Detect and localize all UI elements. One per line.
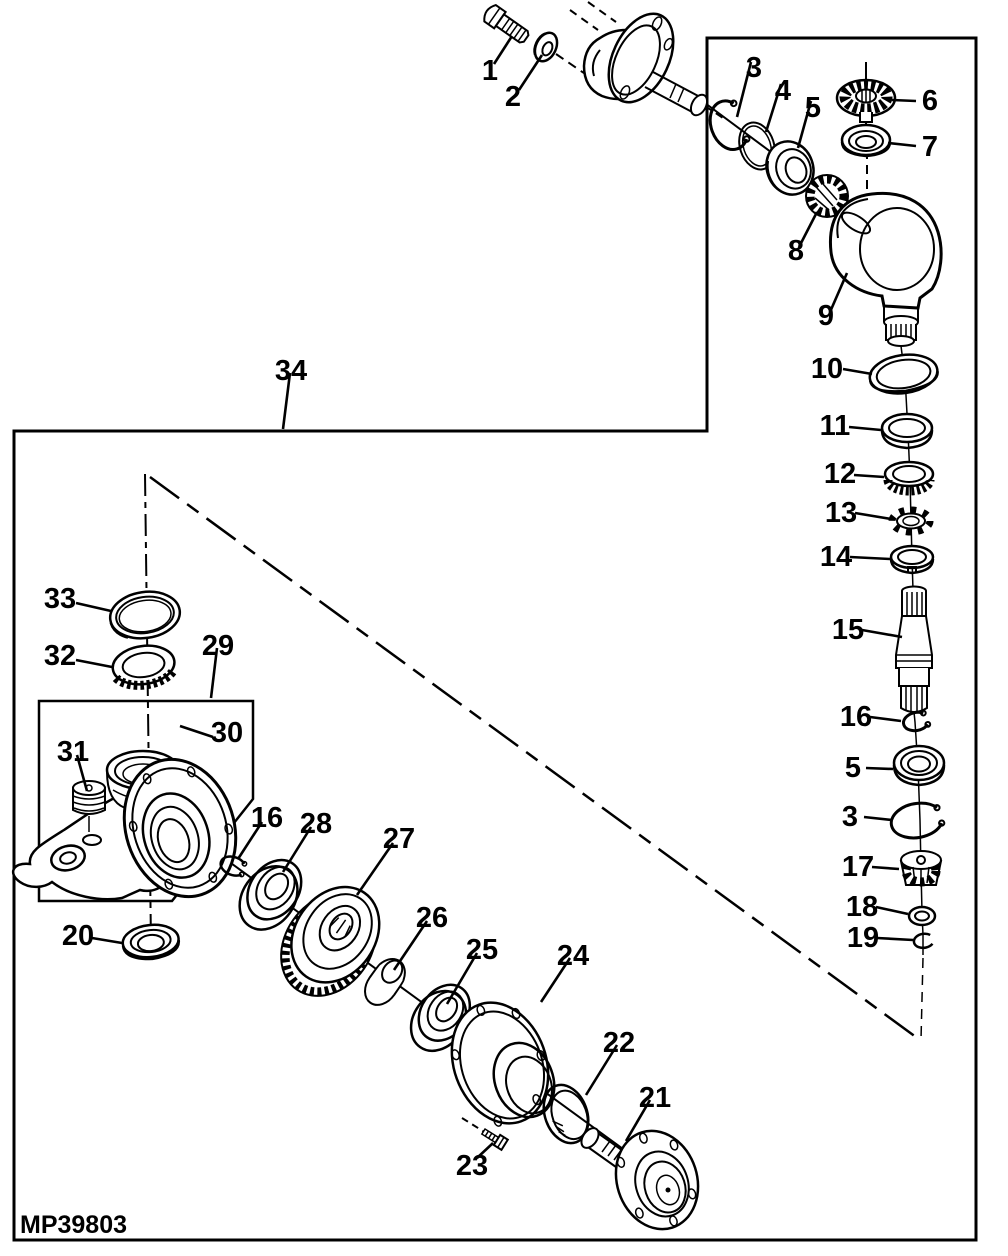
hub-assembly-axis-line bbox=[165, 815, 645, 1165]
leader-line-14 bbox=[850, 557, 890, 559]
leader-line-30 bbox=[180, 726, 213, 737]
callout-8-label: 8 bbox=[787, 235, 805, 267]
callout-26-label: 26 bbox=[415, 902, 449, 934]
callout-13-label: 13 bbox=[824, 497, 858, 529]
callout-2-label: 2 bbox=[504, 81, 522, 113]
callout-12-label: 12 bbox=[823, 458, 857, 490]
leader-line-2 bbox=[519, 55, 542, 90]
leader-line-3-right bbox=[864, 817, 892, 820]
leader-line-12 bbox=[854, 475, 884, 477]
callout-5-right-label: 5 bbox=[844, 752, 862, 784]
callout-28-label: 28 bbox=[299, 808, 333, 840]
callout-21-label: 21 bbox=[638, 1082, 672, 1114]
part-13-lock-washer bbox=[892, 510, 930, 532]
part-14-lock-nut bbox=[891, 546, 933, 573]
part-7-bearing-upper bbox=[842, 125, 890, 156]
part-23-cover-screw bbox=[480, 1126, 508, 1149]
leader-lines bbox=[76, 36, 916, 1158]
leader-line-6 bbox=[892, 100, 916, 101]
callout-22-label: 22 bbox=[602, 1027, 636, 1059]
knuckle-housing-drawing bbox=[13, 745, 253, 912]
leader-line-5-right bbox=[866, 768, 893, 769]
figure-code: MP39803 bbox=[20, 1211, 128, 1239]
callout-14-label: 14 bbox=[819, 541, 853, 573]
part-11-spacer-ring bbox=[882, 414, 932, 448]
part-5-bearing-right bbox=[894, 746, 944, 785]
part-17-bevel-pinion-gear bbox=[901, 851, 941, 885]
part-21-axle-shaft bbox=[578, 1120, 711, 1240]
callout-34-label: 34 bbox=[274, 355, 308, 387]
callout-33-label: 33 bbox=[43, 583, 77, 615]
right-stack-axis-dashed bbox=[921, 958, 923, 1040]
callout-18-label: 18 bbox=[845, 891, 879, 923]
section-divider-dashed-line bbox=[150, 477, 920, 1040]
callout-17-label: 17 bbox=[841, 851, 875, 883]
callout-4-label: 4 bbox=[774, 75, 792, 107]
leader-line-33 bbox=[76, 603, 111, 611]
callout-16-right-label: 16 bbox=[839, 701, 873, 733]
cover-bolt-axis-dash bbox=[462, 1118, 486, 1133]
callout-7-label: 7 bbox=[921, 131, 939, 163]
leader-line-20 bbox=[92, 938, 122, 943]
part-3-snap-ring-right bbox=[888, 799, 946, 842]
callout-15-label: 15 bbox=[831, 614, 865, 646]
leader-line-15 bbox=[862, 630, 902, 637]
part-1-cap-screw bbox=[481, 3, 532, 47]
part-6-bevel-gear bbox=[837, 80, 895, 122]
part-9-gear-case bbox=[830, 193, 941, 346]
callout-27-label: 27 bbox=[382, 823, 416, 855]
stud-projection-dash-2 bbox=[588, 2, 616, 22]
callout-19-label: 19 bbox=[846, 922, 880, 954]
leader-line-10 bbox=[843, 369, 872, 374]
part-10-seal-ring bbox=[867, 350, 940, 397]
callout-11-label: 11 bbox=[819, 410, 851, 442]
callout-10-label: 10 bbox=[810, 353, 844, 385]
callout-16-left-label: 16 bbox=[250, 802, 284, 834]
callout-25-label: 25 bbox=[465, 934, 499, 966]
callout-1-label: 1 bbox=[481, 55, 499, 87]
axle-housing-drawing bbox=[584, 4, 710, 118]
callout-20-label: 20 bbox=[61, 920, 95, 952]
leader-line-18 bbox=[876, 907, 908, 914]
part-12-tapered-bearing-cone bbox=[885, 462, 933, 491]
callout-3-top-label: 3 bbox=[745, 52, 763, 84]
callout-23-label: 23 bbox=[455, 1150, 489, 1182]
callout-30-label: 30 bbox=[210, 717, 244, 749]
part-16-snap-ring-right bbox=[902, 710, 931, 733]
part-18-washer bbox=[909, 907, 935, 925]
leader-line-19 bbox=[877, 938, 913, 940]
callout-32-label: 32 bbox=[43, 640, 77, 672]
callout-6-label: 6 bbox=[921, 85, 939, 117]
callout-9-label: 9 bbox=[817, 300, 835, 332]
part-33-seal-ring bbox=[107, 587, 183, 642]
part-15-pinion-shaft bbox=[896, 587, 932, 713]
leader-line-16-right bbox=[870, 717, 901, 721]
callout-31-label: 31 bbox=[56, 736, 90, 768]
leader-line-32 bbox=[76, 660, 112, 667]
stud-projection-dash-1 bbox=[570, 10, 598, 30]
callout-5-top-label: 5 bbox=[804, 92, 822, 124]
callout-29-label: 29 bbox=[201, 630, 235, 662]
leader-line-7 bbox=[888, 143, 916, 146]
callout-24-label: 24 bbox=[556, 940, 590, 972]
leader-line-13 bbox=[855, 513, 891, 519]
callout-3-right-label: 3 bbox=[841, 801, 859, 833]
part-32-tapered-bearing bbox=[110, 642, 177, 689]
part-20-seal bbox=[121, 922, 180, 962]
part-2-washer bbox=[530, 29, 562, 65]
leader-line-11 bbox=[849, 427, 881, 430]
leader-line-17 bbox=[872, 867, 899, 869]
